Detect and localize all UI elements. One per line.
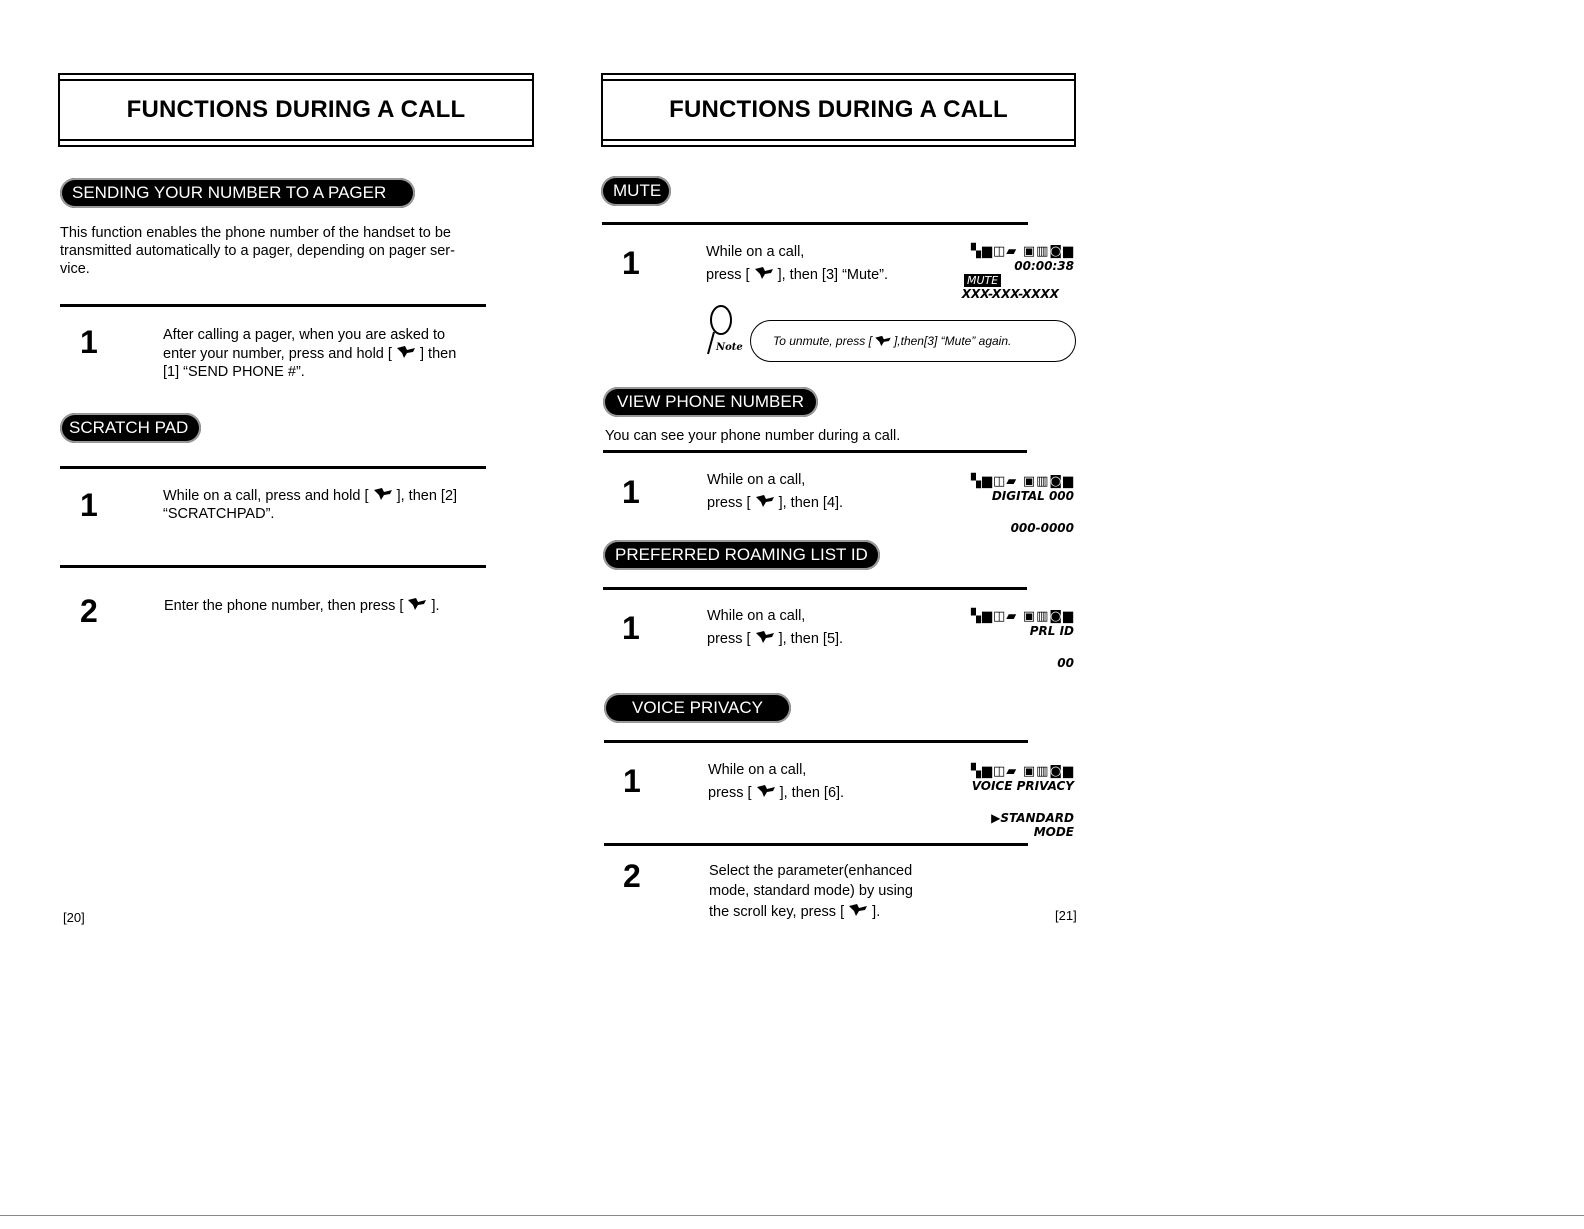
divider [603,587,1027,590]
lcd-status-icons: ▚▆◫▰ ▣▥◙▆ [971,764,1074,779]
left-page-title: FUNCTIONS DURING A CALL [126,96,466,123]
lcd-screen-mute: ▚▆◫▰ ▣▥◙▆ 00:00:38 MUTE XXX-XXX-XXXX [954,244,1074,301]
step-number: 1 [622,610,640,646]
left-page-title-box [58,73,534,147]
function-key-icon [754,264,774,286]
function-key-icon [874,334,892,350]
right-page-title: FUNCTIONS DURING A CALL [669,96,1008,123]
pager-description: This function enables the phone number of the handset to be transmitted automatically to a pager, depending on pager ser- vice. [60,225,455,277]
function-key-icon [407,597,427,615]
prl-step-1-text: While on a call, press [ ], then [5]. [707,605,843,650]
step-number: 1 [622,474,640,510]
divider [602,222,1028,225]
note-icon [704,304,743,356]
lcd-screen-prl: ▚▆◫▰ ▣▥◙▆ PRL ID 00 [954,609,1074,670]
section-label-voice-privacy: VOICE PRIVACY [604,693,791,723]
function-key-icon [755,628,775,650]
divider [60,466,486,469]
step-number: 1 [80,487,98,523]
lcd-status-icons: ▚▆◫▰ ▣▥◙▆ [971,474,1074,489]
mute-step-1-text: While on a call, press [ ], then [3] “Mute”. [706,241,888,286]
divider [60,304,486,307]
scan-edge-line [0,1215,1584,1216]
right-page-title-box [601,73,1076,147]
lcd-status-icons: ▚▆◫▰ ▣▥◙▆ [971,609,1074,624]
mute-badge: MUTE [964,274,1001,287]
step-number: 1 [622,245,640,281]
function-key-icon [848,902,868,922]
section-label-scratch-pad: SCRATCH PAD [60,413,201,443]
lcd-screen-view-phone: ▚▆◫▰ ▣▥◙▆ DIGITAL 000 000-0000 [954,474,1074,535]
pager-step-1-text: After calling a pager, when you are asked to enter your number, press and hold [ ] then [1] “SEND PHONE #”. [163,327,457,380]
voice-privacy-step-1-text: While on a call, press [ ], then [6]. [708,759,844,804]
page-number: [20] [63,910,85,925]
section-label-prl-id: PREFERRED ROAMING LIST ID [603,540,880,570]
note-label: Note [716,342,743,353]
divider [604,740,1028,743]
lcd-status-icons: ▚▆◫▰ ▣▥◙▆ [971,244,1074,259]
section-label-pager: SENDING YOUR NUMBER TO A PAGER [60,178,415,208]
section-label-view-phone-number: VIEW PHONE NUMBER [603,387,818,417]
divider [60,565,486,568]
step-number: 1 [80,324,98,360]
section-label-mute: MUTE [601,176,671,206]
scratch-step-1-text: While on a call, press and hold [ ], then [2] “SCRATCHPAD”. [163,488,458,522]
voice-privacy-step-2-text: Select the parameter(enhanced mode, standard mode) by using the scroll key, press [ ]. [709,863,913,920]
step-number: 2 [80,593,98,629]
function-key-icon [755,492,775,514]
lcd-screen-voice-privacy: ▚▆◫▰ ▣▥◙▆ VOICE PRIVACY ▶STANDARD MODE [954,764,1074,839]
scratch-step-2-text: Enter the phone number, then press [ ]. [164,598,440,614]
function-key-icon [396,345,416,363]
function-key-icon [373,487,393,505]
page-number: [21] [1055,908,1077,923]
note-bubble: To unmute, press [ ],then[3] “Mute” again. [750,320,1076,362]
step-number: 2 [623,858,641,894]
view-phone-description: You can see your phone number during a call. [605,428,901,444]
function-key-icon [756,782,776,804]
divider [604,843,1028,846]
view-step-1-text: While on a call, press [ ], then [4]. [707,469,843,514]
divider [603,450,1027,453]
step-number: 1 [623,763,641,799]
